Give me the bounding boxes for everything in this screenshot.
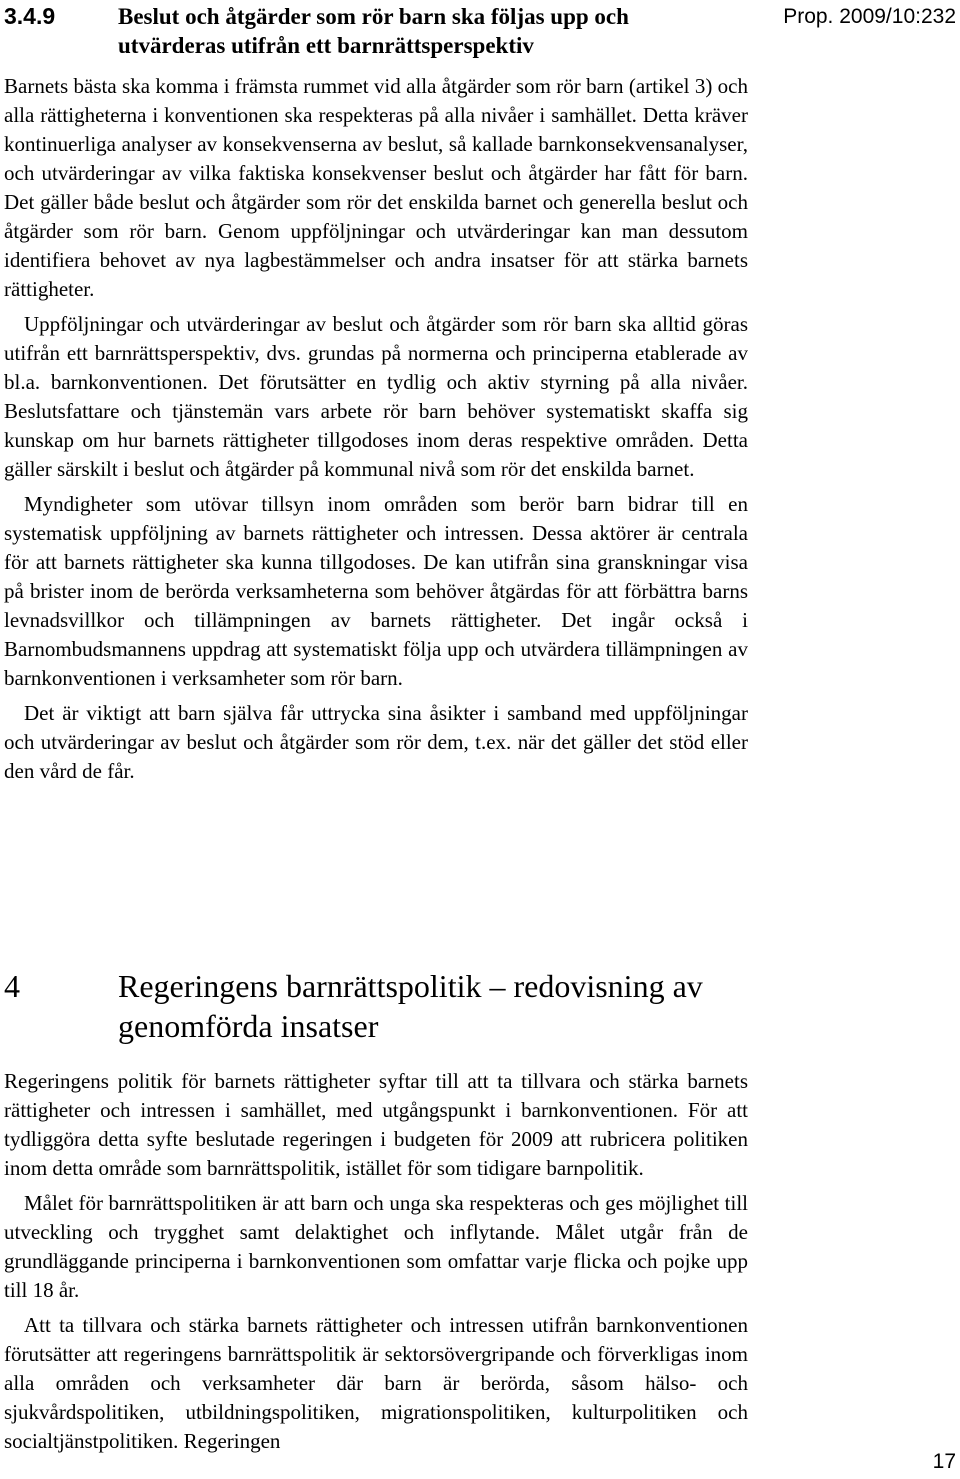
paragraph: Barnets bästa ska komma i främsta rummet vid alla åtgärder som rör barn (artikel 3) och alla rättigheterna i konventionen ska respekteras på alla nivåer i samhället. Detta kräver kontinuerliga analyser av konsekvenserna av beslut, så kallade barnkonsekvensanalyser, och utvärderingar av vilka faktiska konsekvenser beslut och åtgärder har fått för barn. Det gäller både beslut och åtgärder som rör det enskilda barnet och generella beslut och åtgärder som rör barn. Genom uppföljningar och utvärderingar kan man dessutom identifiera behovet av nya lagbestämmelser och andra insatser för att stärka barnets rättigheter. bbox=[4, 74, 748, 301]
paragraph: Uppföljningar och utvärderingar av beslut och åtgärder som rör barn ska alltid göras utifrån ett barnrättsperspektiv, dvs. grundas på normerna och principerna etablerade av bl.a. barnkonventionen. Det förutsätter en tydlig och aktiv styrning på alla nivåer. Beslutsfattare och tjänstemän vars arbete rör barn behöver systematiskt skaffa sig kunskap om hur barnets rättigheter tillgodoses inom deras respektive områden. Detta gäller särskilt i beslut och åtgärder på kommunal nivå som rör det enskilda barnet. bbox=[4, 312, 748, 481]
paragraph: Målet för barnrättspolitiken är att barn och unga ska respekteras och ges möjlighet till utveckling och trygghet samt delaktighet och inflytande. Målet utgår från de grundläggande principerna i barnkonventionen som omfattar varje flicka och pojke upp till 18 år. bbox=[4, 1191, 748, 1302]
paragraph: Det är viktigt att barn själva får uttrycka sina åsikter i samband med uppföljningar och utvärderingar av beslut och åtgärder som rör dem, t.ex. när det gäller det stöd eller den vård de får. bbox=[4, 701, 748, 783]
proposition-reference: Prop. 2009/10:232 bbox=[783, 5, 956, 28]
paragraph: Myndigheter som utövar tillsyn inom områden som berör barn bidrar till en systematisk uppföljning av barnets rättigheter och intressen. Dessa aktörer är centrala för att barnets rättigheter ska kunna tillgodoses. De kan utifrån sina granskningar visa på brister inom de berörda verksamheterna som behöver åtgärdas för att förbättra barns levnadsvillkor och tillämpningen av barnets rättigheter. Det ingår också i Barnombudsmannens uppdrag att systematiskt följa upp och utvärdera tillämpningen av barnkonventionen i verksamheter som rör barn. bbox=[4, 492, 748, 690]
paragraph: Att ta tillvara och stärka barnets rättigheter och intressen utifrån barnkonventionen förutsätter att regeringens barnrättspolitik är sektorsövergripande och förverkligas inom alla områden och verksamheter där barn är berörda, såsom hälso- och sjukvårdspolitiken, utbildningspolitiken, migrationspolitiken, kulturpolitiken och socialtjänstpolitiken. Regeringen bbox=[4, 1313, 748, 1453]
chapter-body bbox=[4, 1067, 748, 1462]
chapter-number: 4 bbox=[4, 968, 20, 1004]
page-number: 17 bbox=[932, 1450, 956, 1473]
section-heading: Beslut och åtgärder som rör barn ska följas upp och utvärderas utifrån ett barnrättsperspektiv bbox=[118, 4, 629, 58]
chapter-heading: Regeringens barnrättspolitik – redovisning av genomförda insatser bbox=[118, 968, 703, 1044]
section-number: 3.4.9 bbox=[4, 3, 56, 29]
section-body bbox=[4, 72, 748, 792]
paragraph: Regeringens politik för barnets rättigheter syftar till att ta tillvara och stärka barnets rättigheter och intressen i samhället, med utgångspunkt i barnkonventionen. För att tydliggöra detta syfte beslutade regeringen i budgeten för 2009 att rubricera politiken inom detta område som barnrättspolitik, istället för som tidigare barnpolitik. bbox=[4, 1069, 748, 1180]
